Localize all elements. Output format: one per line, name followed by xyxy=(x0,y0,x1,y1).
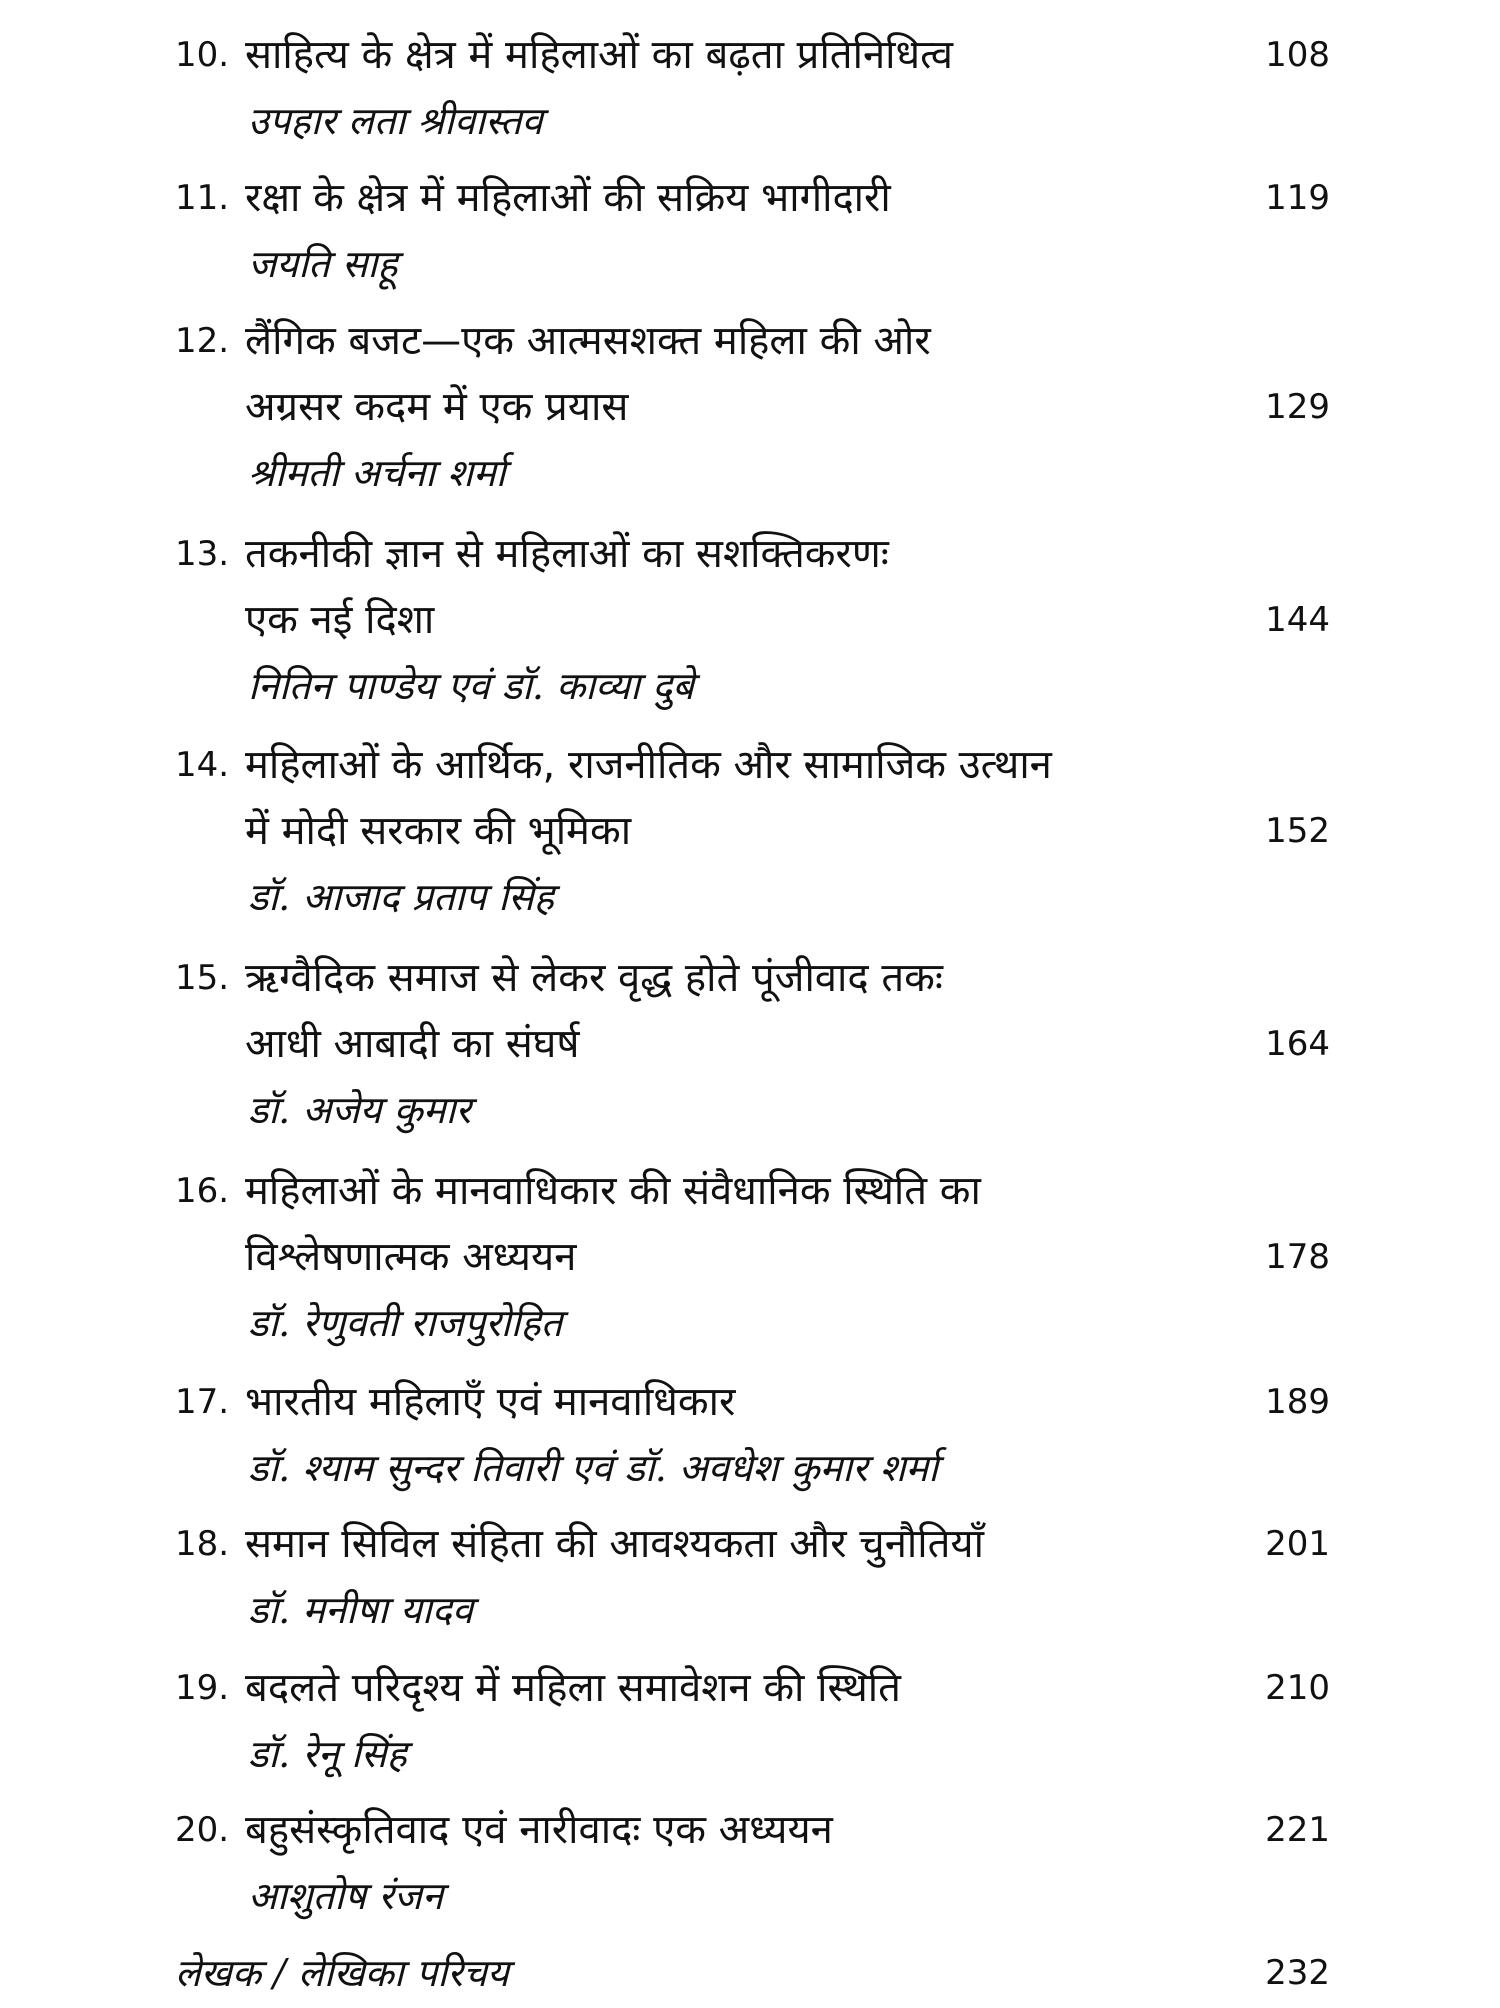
entry-number: 15. xyxy=(175,958,230,998)
entry-number: 11. xyxy=(175,178,230,218)
entry-number: 10. xyxy=(175,35,230,75)
entry-title-line: एक नई दिशा xyxy=(245,597,435,643)
entry-author: श्रीमती अर्चना शर्मा xyxy=(248,451,506,495)
entry-page-number: 144 xyxy=(1265,600,1330,640)
entry-number: 14. xyxy=(175,745,230,785)
entry-number: 12. xyxy=(175,321,230,361)
entry-page-number: 210 xyxy=(1265,1668,1330,1708)
entry-title-line: लैंगिक बजट—एक आत्मसशक्त महिला की ओर xyxy=(245,318,931,364)
entry-title-line: महिलाओं के मानवाधिकार की संवैधानिक स्थिति का xyxy=(245,1168,981,1214)
entry-number: 20. xyxy=(175,1810,230,1850)
entry-page-number: 108 xyxy=(1265,35,1330,75)
entry-title-line: में मोदी सरकार की भूमिका xyxy=(245,808,632,854)
entry-title-line: महिलाओं के आर्थिक, राजनीतिक और सामाजिक उत्थान xyxy=(245,742,1052,788)
entry-number: 18. xyxy=(175,1524,230,1564)
entry-title-line: समान सिविल संहिता की आवश्यकता और चुनौतियाँ xyxy=(245,1521,984,1567)
entry-author: डॉ. रेणुवती राजपुरोहित xyxy=(248,1301,563,1345)
entry-number: 17. xyxy=(175,1382,230,1422)
entry-page-number: 164 xyxy=(1265,1024,1330,1064)
entry-author: डॉ. मनीषा यादव xyxy=(248,1588,474,1632)
entry-author: आशुतोष रंजन xyxy=(248,1874,444,1918)
entry-author: डॉ. आजाद प्रताप सिंह xyxy=(248,875,554,919)
entry-number: 19. xyxy=(175,1668,230,1708)
entry-title-line: भारतीय महिलाएँ एवं मानवाधिकार xyxy=(245,1379,736,1425)
entry-title-line: अग्रसर कदम में एक प्रयास xyxy=(245,384,629,430)
entry-title-line: तकनीकी ज्ञान से महिलाओं का सशक्तिकरणः xyxy=(245,531,889,577)
author-profiles-page-number: 232 xyxy=(1265,1953,1330,1993)
entry-author: उपहार लता श्रीवास्तव xyxy=(248,99,543,143)
entry-number: 13. xyxy=(175,534,230,574)
entry-page-number: 119 xyxy=(1265,178,1330,218)
entry-title-line: बदलते परिदृश्य में महिला समावेशन की स्थिति xyxy=(245,1665,901,1711)
entry-title-line: आधी आबादी का संघर्ष xyxy=(245,1021,580,1067)
entry-page-number: 129 xyxy=(1265,387,1330,427)
entry-author: जयति साहू xyxy=(248,242,398,286)
entry-page-number: 152 xyxy=(1265,811,1330,851)
entry-author: डॉ. श्याम सुन्दर तिवारी एवं डॉ. अवधेश कुमार शर्मा xyxy=(248,1446,939,1490)
entry-title-line: विश्लेषणात्मक अध्ययन xyxy=(245,1234,577,1280)
entry-number: 16. xyxy=(175,1171,230,1211)
entry-title-line: ऋग्वैदिक समाज से लेकर वृद्ध होते पूंजीवाद तकः xyxy=(245,955,943,1001)
entry-author: डॉ. रेनू सिंह xyxy=(248,1732,407,1776)
entry-page-number: 178 xyxy=(1265,1237,1330,1277)
entry-title-line: बहुसंस्कृतिवाद एवं नारीवादः एक अध्ययन xyxy=(245,1807,833,1853)
entry-author: डॉ. अजेय कुमार xyxy=(248,1088,471,1132)
entry-author: नितिन पाण्डेय एवं डॉ. काव्या दुबे xyxy=(248,664,694,708)
entry-title-line: रक्षा के क्षेत्र में महिलाओं की सक्रिय भागीदारी xyxy=(245,175,891,221)
entry-page-number: 189 xyxy=(1265,1382,1330,1422)
entry-title-line: साहित्य के क्षेत्र में महिलाओं का बढ़ता प्रतिनिधित्व xyxy=(245,32,953,78)
entry-page-number: 201 xyxy=(1265,1524,1330,1564)
entry-page-number: 221 xyxy=(1265,1810,1330,1850)
author-profiles-label: लेखक / लेखिका परिचय xyxy=(175,1951,509,1995)
